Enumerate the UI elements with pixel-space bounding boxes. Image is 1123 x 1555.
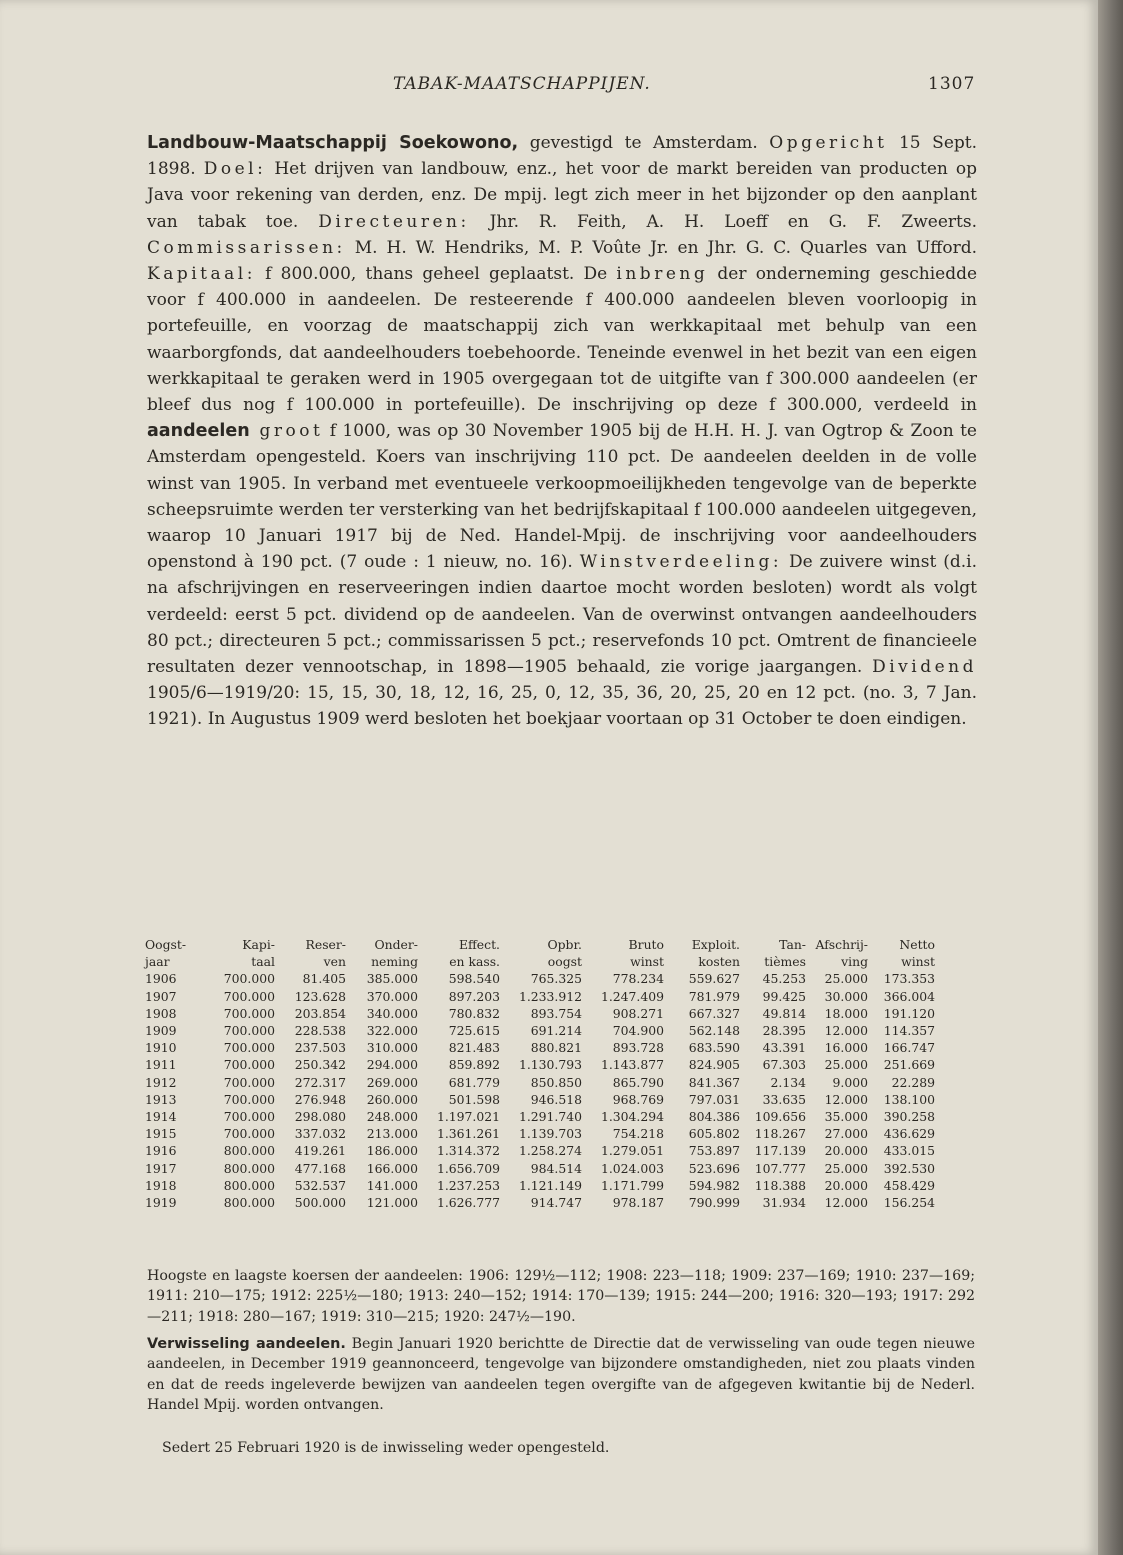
value-cell: 45.253 [762, 971, 806, 987]
year-cell: 1918 [145, 1177, 177, 1193]
table-row [145, 1039, 935, 1056]
value-cell: 821.483 [448, 1040, 500, 1056]
value-cell: 1.024.003 [600, 1160, 664, 1176]
value-cell: 67.303 [762, 1057, 806, 1073]
value-cell: 800.000 [223, 1143, 275, 1159]
value-cell: 433.015 [883, 1143, 935, 1159]
column-header: Oogst- [145, 937, 187, 952]
label-commissarissen: Commissarissen: [147, 237, 346, 258]
column-header: ven [323, 954, 346, 970]
value-cell: 9.000 [832, 1074, 868, 1090]
share-price-ranges: Hoogste en laagste koersen der aandeelen: 1906: 129½—112; 1908: 223—118; 1909: 237—169; 1910: 237—169; 1911: 210—175; 1912: 225½—180; 1913: 240—152; 1914: 170—139; 1915: 244—200; 1916: 320—193; 1917: 292—211; 1918: 280—167; 1919: 310—215; 1920: 247½—190. [147, 1268, 975, 1325]
year-cell: 1919 [145, 1195, 177, 1211]
value-cell: 337.032 [294, 1126, 346, 1142]
value-cell: 946.518 [530, 1091, 582, 1107]
table-row [145, 1091, 935, 1108]
table-row [145, 1005, 935, 1022]
value-cell: 765.325 [530, 971, 582, 987]
value-cell: 797.031 [688, 1091, 740, 1107]
value-cell: 700.000 [223, 971, 275, 987]
value-cell: 99.425 [762, 988, 806, 1004]
label-groot: groot [249, 421, 324, 442]
value-cell: 1.626.777 [436, 1195, 500, 1211]
value-cell: 340.000 [366, 1005, 418, 1021]
value-cell: 12.000 [824, 1091, 868, 1107]
label-opgericht: Opgericht [769, 133, 888, 153]
value-cell: 978.187 [612, 1195, 664, 1211]
year-cell: 1914 [145, 1109, 177, 1125]
column-header: Netto [899, 937, 935, 952]
running-title: TABAK-MAATSCHAPPIJEN. [393, 74, 651, 94]
value-cell: 156.254 [883, 1195, 935, 1211]
table-row [145, 988, 935, 1005]
year-cell: 1908 [145, 1005, 177, 1021]
label-verwisseling: Verwisseling aandeelen. [147, 1336, 346, 1352]
text-segment: Begin Januari 1920 berichtte de Directie dat de verwisseling van oude tegen nieuwe aandeelen, in December 1919 geannonceerd, tengevolge van bijzondere omstandigheden, niet zou plaats vinden en dat de reeds ingeleverde bewijzen van aandeelen tegen overgifte van de afgegeven kwitantie bij de Nederl. Handel Mpij. worden ontvangen. [147, 1336, 976, 1414]
column-header: Onder- [374, 937, 418, 952]
column-header: en kass. [449, 954, 500, 970]
company-name: Landbouw-Maatschappij Soekowono, [147, 133, 519, 153]
value-cell: 392.530 [883, 1160, 935, 1176]
text-segment: 1905/6—1919/20: 15, 15, 30, 18, 12, 16, 25, 0, 12, 35, 36, 20, 25, 20 en 12 pct. (no. 3, 7 Jan. 1921). In Augustus 1909 werd besloten het boekjaar voortaan op 31 October te doen eindigen. [147, 683, 977, 730]
value-cell: 118.267 [754, 1126, 806, 1142]
value-cell: 704.900 [612, 1023, 664, 1039]
value-cell: 166.747 [883, 1040, 935, 1056]
column-header: Tan- [779, 937, 806, 952]
value-cell: 850.850 [530, 1074, 582, 1090]
value-cell: 1.130.793 [518, 1057, 582, 1073]
value-cell: 1.304.294 [600, 1109, 664, 1125]
value-cell: 859.892 [448, 1057, 500, 1073]
value-cell: 700.000 [223, 988, 275, 1004]
value-cell: 141.000 [366, 1177, 418, 1193]
value-cell: 138.100 [883, 1091, 935, 1107]
value-cell: 250.342 [294, 1057, 346, 1073]
value-cell: 370.000 [366, 988, 418, 1004]
text-segment: f 800.000, thans geheel geplaatst. De [255, 264, 617, 285]
year-cell: 1915 [145, 1126, 177, 1142]
value-cell: 594.982 [688, 1177, 740, 1193]
value-cell: 880.821 [530, 1040, 582, 1056]
value-cell: 22.289 [891, 1074, 935, 1090]
text-segment: der onderneming geschiedde voor f 400.000 in aandeelen. De resteerende f 400.000 aandeelen bleven voorloopig in portefeuille, en voorzag de maatschappij zich van werkkapitaal met behulp van een waarborgfonds, dat aandeelhouders toebehoorde. Teneinde evenwel in het bezit van een eigen werkkapitaal te geraken werd in 1905 overgegaan tot de uitgifte van f 300.000 aandeelen (er bleef dus nog f 100.000 in portefeuille). De inschrijving op deze f 300.000, verdeeld in [147, 264, 978, 416]
value-cell: 25.000 [824, 1160, 868, 1176]
value-cell: 691.214 [530, 1023, 582, 1039]
value-cell: 107.777 [754, 1160, 806, 1176]
column-header: ving [841, 954, 868, 970]
value-cell: 276.948 [294, 1091, 346, 1107]
value-cell: 173.353 [883, 971, 935, 987]
column-header: Opbr. [547, 937, 582, 952]
value-cell: 436.629 [883, 1126, 935, 1142]
value-cell: 1.258.274 [518, 1143, 582, 1159]
table-body [145, 970, 935, 1211]
value-cell: 310.000 [366, 1040, 418, 1056]
value-cell: 700.000 [223, 1005, 275, 1021]
column-header: winst [901, 954, 935, 970]
value-cell: 700.000 [223, 1023, 275, 1039]
value-cell: 1.291.740 [518, 1109, 582, 1125]
label-doel: Doel: [203, 159, 267, 180]
table-row [145, 1194, 935, 1211]
year-cell: 1910 [145, 1040, 177, 1056]
value-cell: 248.000 [366, 1109, 418, 1125]
value-cell: 1.237.253 [436, 1177, 500, 1193]
table-row [145, 1074, 935, 1091]
value-cell: 203.854 [294, 1005, 346, 1021]
column-header: Effect. [458, 937, 500, 952]
value-cell: 501.598 [448, 1091, 500, 1107]
value-cell: 25.000 [824, 1057, 868, 1073]
value-cell: 16.000 [824, 1040, 868, 1056]
value-cell: 804.386 [688, 1109, 740, 1125]
value-cell: 800.000 [223, 1177, 275, 1193]
year-cell: 1909 [145, 1023, 177, 1039]
value-cell: 790.999 [688, 1195, 740, 1211]
header-row [145, 936, 935, 953]
table-row [145, 1022, 935, 1039]
value-cell: 700.000 [223, 1126, 275, 1142]
value-cell: 186.000 [366, 1143, 418, 1159]
value-cell: 322.000 [366, 1023, 418, 1039]
column-header: oogst [547, 954, 582, 970]
value-cell: 272.317 [294, 1074, 346, 1090]
value-cell: 893.754 [530, 1005, 582, 1021]
table-row [145, 1160, 935, 1177]
value-cell: 914.747 [530, 1195, 582, 1211]
table-row [145, 1177, 935, 1194]
reopen-notice: Sedert 25 Februari 1920 is de inwisseling weder opengesteld. [162, 1440, 610, 1456]
value-cell: 228.538 [294, 1023, 346, 1039]
year-cell: 1907 [145, 988, 177, 1004]
value-cell: 984.514 [530, 1160, 582, 1176]
value-cell: 109.656 [754, 1109, 806, 1125]
value-cell: 778.234 [612, 971, 664, 987]
text-segment: Jhr. R. Feith, A. H. Loeff en G. F. Zweerts. [469, 211, 977, 232]
year-cell: 1906 [145, 971, 177, 987]
value-cell: 20.000 [824, 1177, 868, 1193]
value-cell: 27.000 [824, 1126, 868, 1142]
column-header: jaar [145, 954, 170, 970]
value-cell: 800.000 [223, 1160, 275, 1176]
value-cell: 117.139 [754, 1143, 806, 1159]
value-cell: 49.814 [762, 1005, 806, 1021]
table-header [145, 936, 935, 970]
value-cell: 20.000 [824, 1143, 868, 1159]
text-segment: De zuivere winst (d.i. na afschrijvingen en reserveeringen indien daartoe mocht worden besloten) wordt als volgt verdeeld: eerst 5 pct. dividend op de aandeelen. Van de overwinst ontvangen aandeelhouders 80 pct.; directeuren 5 pct.; commissarissen 5 pct.; reservefonds 10 pct. Omtrent de financieele resultaten dezer vennootschap, in 1898—1905 behaald, zie vorige jaargangen. [147, 552, 977, 678]
value-cell: 700.000 [223, 1109, 275, 1125]
text-segment: gevestigd te Amsterdam. [518, 133, 770, 153]
value-cell: 1.197.021 [436, 1109, 500, 1125]
value-cell: 781.979 [688, 988, 740, 1004]
value-cell: 700.000 [223, 1074, 275, 1090]
year-cell: 1917 [145, 1160, 177, 1176]
value-cell: 237.503 [294, 1040, 346, 1056]
value-cell: 191.120 [883, 1005, 935, 1021]
value-cell: 28.395 [762, 1023, 806, 1039]
value-cell: 523.696 [688, 1160, 740, 1176]
value-cell: 269.000 [366, 1074, 418, 1090]
value-cell: 114.357 [883, 1023, 935, 1039]
year-cell: 1913 [145, 1091, 177, 1107]
value-cell: 754.218 [612, 1126, 664, 1142]
column-header: Afschrij- [815, 937, 868, 952]
value-cell: 121.000 [366, 1195, 418, 1211]
label-aandeelen: aandeelen [147, 421, 250, 442]
header-row [145, 953, 935, 970]
column-header: kosten [698, 954, 740, 970]
text-segment: Het drijven van landbouw, enz., het voor de markt bereiden van producten op Java voor rekening van derden, enz. De mpij. legt zich meer in het bijzonder op den aanplant van tabak toe. [147, 159, 977, 232]
value-cell: 12.000 [824, 1195, 868, 1211]
text-segment: M. H. W. Hendriks, M. P. Voûte Jr. en Jhr. G. C. Quarles van Ufford. [345, 237, 977, 258]
value-cell: 35.000 [824, 1109, 868, 1125]
value-cell: 366.004 [883, 988, 935, 1004]
value-cell: 31.934 [762, 1195, 806, 1211]
value-cell: 800.000 [223, 1195, 275, 1211]
value-cell: 385.000 [366, 971, 418, 987]
column-header: Bruto [628, 937, 664, 952]
value-cell: 700.000 [223, 1091, 275, 1107]
page-number: 1307 [928, 74, 976, 94]
value-cell: 1.361.261 [436, 1126, 500, 1142]
column-header: taal [251, 954, 275, 970]
value-cell: 532.537 [294, 1177, 346, 1193]
label-inbreng: inbreng [616, 264, 709, 285]
value-cell: 700.000 [223, 1040, 275, 1056]
label-directeuren: Directeuren: [318, 211, 470, 232]
value-cell: 908.271 [612, 1005, 664, 1021]
value-cell: 1.656.709 [436, 1160, 500, 1176]
value-cell: 298.080 [294, 1109, 346, 1125]
value-cell: 824.905 [688, 1057, 740, 1073]
value-cell: 605.802 [688, 1126, 740, 1142]
value-cell: 683.590 [688, 1040, 740, 1056]
value-cell: 559.627 [688, 971, 740, 987]
value-cell: 213.000 [366, 1126, 418, 1142]
value-cell: 1.314.372 [436, 1143, 500, 1159]
value-cell: 1.233.912 [518, 988, 582, 1004]
value-cell: 841.367 [688, 1074, 740, 1090]
value-cell: 419.261 [294, 1143, 346, 1159]
value-cell: 477.168 [294, 1160, 346, 1176]
value-cell: 33.635 [762, 1091, 806, 1107]
value-cell: 897.203 [448, 988, 500, 1004]
value-cell: 562.148 [688, 1023, 740, 1039]
value-cell: 681.779 [448, 1074, 500, 1090]
value-cell: 12.000 [824, 1023, 868, 1039]
value-cell: 123.628 [294, 988, 346, 1004]
label-dividend: Dividend [872, 657, 977, 678]
column-header: Exploit. [691, 937, 740, 952]
value-cell: 1.279.051 [600, 1143, 664, 1159]
value-cell: 118.388 [754, 1177, 806, 1193]
year-cell: 1916 [145, 1143, 177, 1159]
table-row [145, 1125, 935, 1142]
company-description [147, 130, 977, 733]
value-cell: 458.429 [883, 1177, 935, 1193]
value-cell: 166.000 [366, 1160, 418, 1176]
column-header: Kapi- [242, 937, 275, 952]
value-cell: 500.000 [294, 1195, 346, 1211]
value-cell: 251.669 [883, 1057, 935, 1073]
value-cell: 1.139.703 [518, 1126, 582, 1142]
value-cell: 260.000 [366, 1091, 418, 1107]
value-cell: 865.790 [612, 1074, 664, 1090]
table-row [145, 1142, 935, 1159]
label-winstverdeeling: Winstverdeeling: [579, 552, 783, 573]
column-header: Reser- [305, 937, 346, 952]
value-cell: 2.134 [770, 1074, 806, 1090]
value-cell: 700.000 [223, 1057, 275, 1073]
value-cell: 30.000 [824, 988, 868, 1004]
value-cell: 780.832 [448, 1005, 500, 1021]
table-row [145, 970, 935, 987]
value-cell: 25.000 [824, 971, 868, 987]
column-header: tièmes [764, 954, 806, 970]
value-cell: 753.897 [688, 1143, 740, 1159]
year-cell: 1912 [145, 1074, 177, 1090]
text-segment: f 1000, was op 30 November 1905 bij de H.H. H. J. van Ogtrop & Zoon te Amsterdam opengesteld. Koers van inschrijving 110 pct. De aandeelen deelden in de volle winst van 1905. In verband met eventueele verkoopmoeilijkheden tengevolge van de beperkte scheepsruimte werden ter versterking van het bedrijfskapitaal f 100.000 aandeelen uitgegeven, waarop 10 Januari 1917 bij de Ned. Handel-Mpij. de inschrijving voor aandeelhouders openstond à 190 pct. (7 oude : 1 nieuw, no. 16). [147, 421, 977, 573]
column-header: neming [371, 954, 418, 970]
year-cell: 1911 [145, 1057, 177, 1073]
value-cell: 1.121.149 [518, 1177, 582, 1193]
book-spine [1098, 0, 1123, 1555]
value-cell: 725.615 [448, 1023, 500, 1039]
column-header: winst [630, 954, 664, 970]
value-cell: 18.000 [824, 1005, 868, 1021]
value-cell: 893.728 [612, 1040, 664, 1056]
value-cell: 43.391 [762, 1040, 806, 1056]
value-cell: 1.171.799 [600, 1177, 664, 1193]
value-cell: 667.327 [688, 1005, 740, 1021]
value-cell: 1.247.409 [600, 988, 664, 1004]
table-row [145, 1056, 935, 1073]
value-cell: 968.769 [612, 1091, 664, 1107]
financial-results-table [145, 936, 935, 1211]
text-segment: 15 Sept. 1898. [147, 133, 977, 180]
label-kapitaal: Kapitaal: [147, 264, 256, 285]
value-cell: 390.258 [883, 1109, 935, 1125]
value-cell: 81.405 [302, 971, 346, 987]
value-cell: 1.143.877 [600, 1057, 664, 1073]
value-cell: 294.000 [366, 1057, 418, 1073]
table-row [145, 1108, 935, 1125]
value-cell: 598.540 [448, 971, 500, 987]
share-exchange-notice [147, 1334, 975, 1416]
